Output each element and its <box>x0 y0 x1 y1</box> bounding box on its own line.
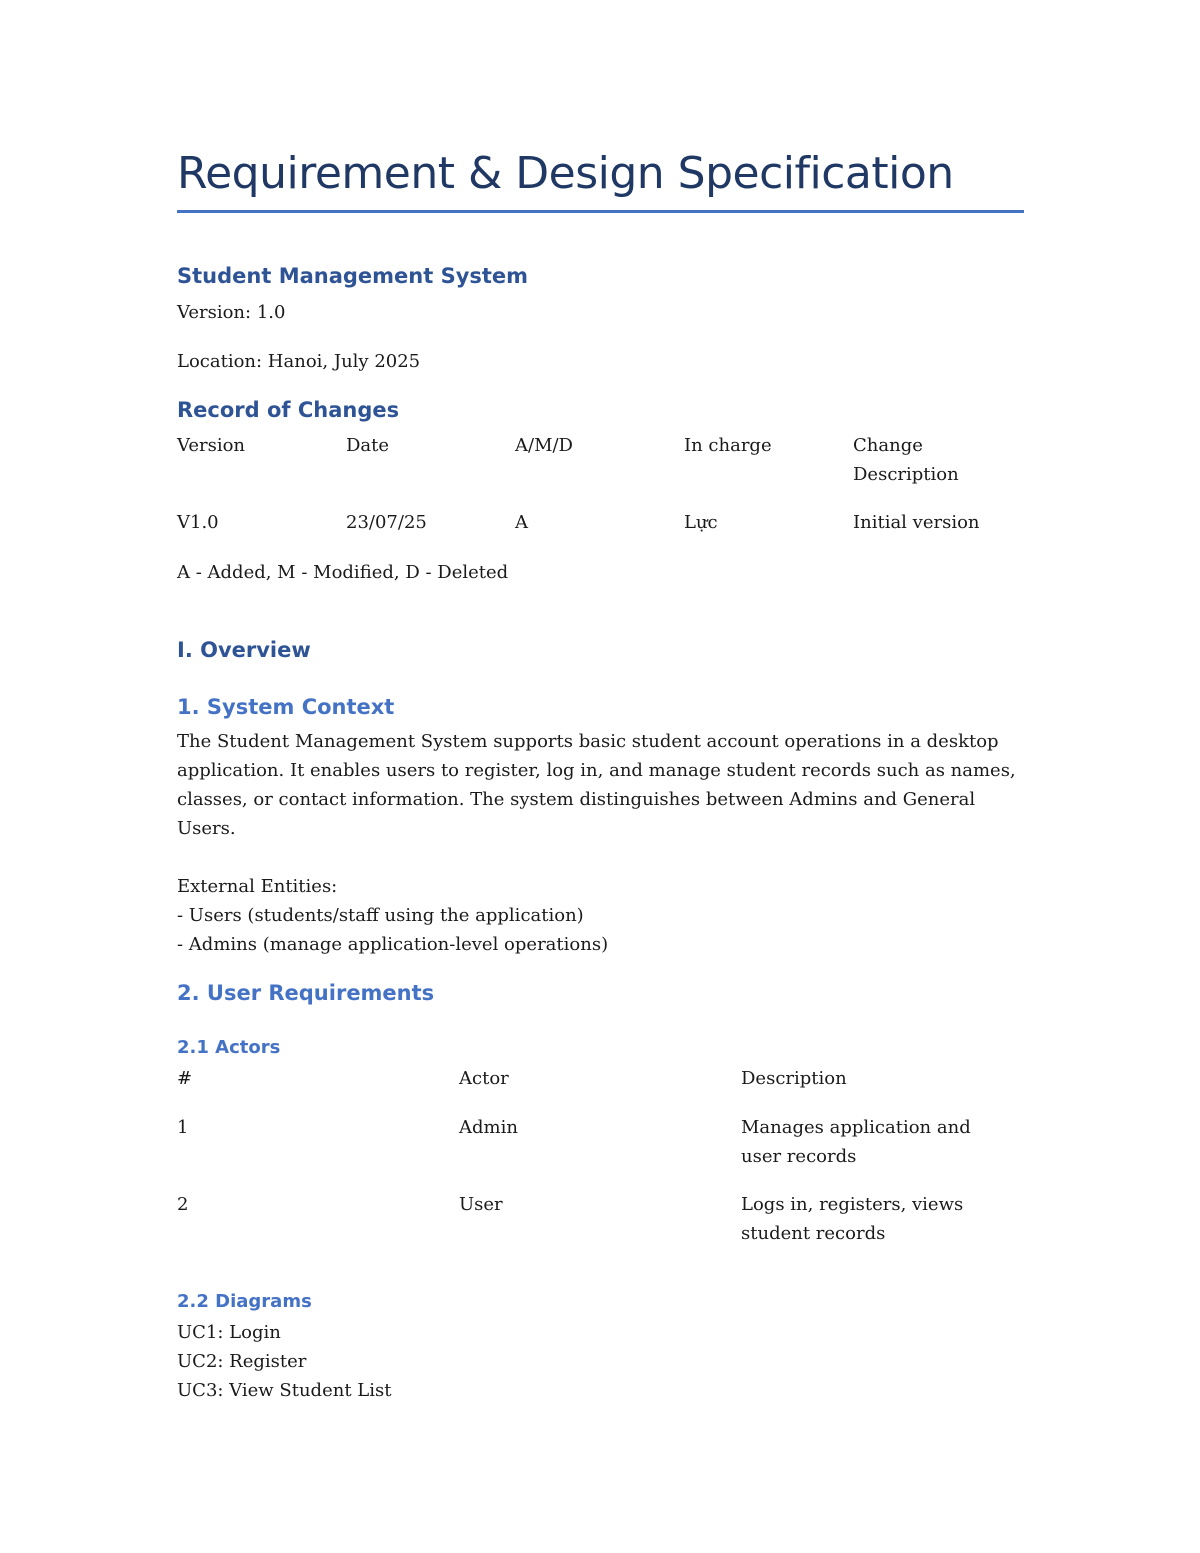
overview-heading: I. Overview <box>177 638 311 662</box>
cell-change-description: Initial version <box>853 512 980 533</box>
location-line: Location: Hanoi, July 2025 <box>177 351 421 372</box>
user-requirements-heading: 2. User Requirements <box>177 981 435 1005</box>
system-context-paragraph <box>177 727 1016 843</box>
paragraph-line: The Student Management System supports basic student account operations in a desktop <box>177 731 999 752</box>
version-line: Version: 1.0 <box>177 302 286 323</box>
record-of-changes-heading: Record of Changes <box>177 398 400 422</box>
list-item: UC3: View Student List <box>177 1380 392 1401</box>
change-type-legend: A - Added, M - Modified, D - Deleted <box>177 562 509 583</box>
paragraph-line: Users. <box>177 818 236 839</box>
diagrams-heading: 2.2 Diagrams <box>177 1291 312 1312</box>
column-header-in-charge: In charge <box>684 435 772 456</box>
column-header-version: Version <box>177 435 246 456</box>
document-title: Requirement & Design Specification <box>177 148 954 199</box>
column-header-change-description: Change Description <box>853 435 959 485</box>
column-header-number: # <box>177 1068 193 1089</box>
column-header-amd: A/M/D <box>515 435 573 456</box>
cell-description: Manages application and user records <box>741 1117 971 1167</box>
cell-actor: User <box>459 1194 503 1215</box>
cell-amd: A <box>515 512 528 533</box>
title-underline <box>177 210 1024 213</box>
column-header-date: Date <box>346 435 390 456</box>
list-item: UC2: Register <box>177 1351 307 1372</box>
cell-description: Logs in, registers, views student records <box>741 1194 964 1244</box>
paragraph-line: application. It enables users to register, log in, and manage student records such as names, <box>177 760 1016 781</box>
diagrams-list <box>177 1318 1007 1405</box>
entity-item: - Admins (manage application-level operations) <box>177 934 609 955</box>
cell-version: V1.0 <box>177 512 219 533</box>
cell-in-charge: Lực <box>684 512 718 533</box>
cell-actor: Admin <box>459 1117 518 1138</box>
actors-heading: 2.1 Actors <box>177 1037 281 1058</box>
column-header-actor: Actor <box>459 1068 509 1089</box>
cell-number: 2 <box>177 1194 189 1215</box>
column-header-description: Description <box>741 1068 847 1089</box>
list-item: UC1: Login <box>177 1322 281 1343</box>
cell-date: 23/07/25 <box>346 512 427 533</box>
external-entities-heading: External Entities: <box>177 876 338 897</box>
paragraph-line: classes, or contact information. The system distinguishes between Admins and General <box>177 789 976 810</box>
entity-item: - Users (students/staff using the application) <box>177 905 584 926</box>
project-name-heading: Student Management System <box>177 264 529 288</box>
external-entities-block <box>177 872 1007 959</box>
cell-number: 1 <box>177 1117 189 1138</box>
system-context-heading: 1. System Context <box>177 695 395 719</box>
